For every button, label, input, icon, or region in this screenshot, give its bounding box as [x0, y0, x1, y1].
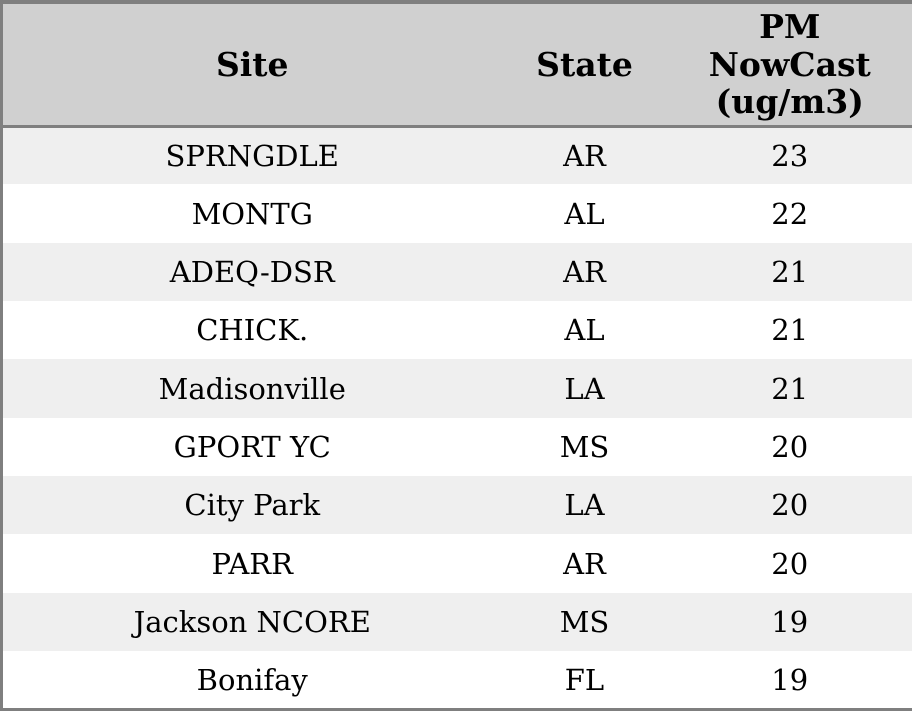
table-row: [2, 359, 912, 417]
cell-pm-nowcast: 19: [771, 662, 809, 697]
cell-state: LA: [564, 371, 605, 406]
cell-pm-nowcast: 23: [771, 138, 809, 173]
col-header-state: [502, 2, 668, 126]
cell-state: AR: [563, 254, 606, 289]
table-header: [2, 2, 912, 126]
cell-state: AR: [563, 546, 606, 581]
cell-site: Madisonville: [158, 371, 346, 406]
table-body: [2, 126, 912, 710]
cell-state: AL: [564, 313, 605, 348]
col-header-pm-nowcast: [668, 2, 912, 126]
col-header-state-label: State: [536, 44, 633, 84]
cell-pm-nowcast: 19: [771, 604, 809, 639]
col-header-site-label: Site: [215, 44, 289, 84]
cell-pm-nowcast: 22: [771, 196, 809, 231]
table-row: [2, 184, 912, 242]
cell-pm-nowcast: 21: [771, 313, 809, 348]
cell-site: ADEQ-DSR: [169, 254, 335, 289]
table-row: [2, 476, 912, 534]
cell-site: Jackson NCORE: [133, 604, 371, 639]
table-row: [2, 301, 912, 359]
cell-state: AL: [564, 196, 605, 231]
cell-site: SPRNGDLE: [165, 138, 339, 173]
cell-pm-nowcast: 21: [771, 254, 809, 289]
header-row: [2, 2, 912, 126]
cell-state: AR: [563, 138, 606, 173]
col-header-pm-nowcast-label: PM NowCast (ug/m3): [708, 7, 871, 121]
table-row: [2, 418, 912, 476]
cell-pm-nowcast: 21: [771, 371, 809, 406]
table-row: [2, 126, 912, 184]
table-row: [2, 243, 912, 301]
table-row: [2, 651, 912, 709]
cell-site: GPORT YC: [173, 429, 331, 464]
cell-site: Bonifay: [196, 662, 308, 697]
cell-site: City Park: [184, 488, 321, 523]
table-row: [2, 534, 912, 592]
cell-state: MS: [559, 429, 610, 464]
cell-state: MS: [559, 604, 610, 639]
col-header-site: [2, 2, 502, 126]
cell-pm-nowcast: 20: [771, 488, 809, 523]
cell-pm-nowcast: 20: [771, 546, 809, 581]
cell-site: CHICK.: [196, 313, 309, 348]
cell-site: PARR: [211, 546, 293, 581]
cell-site: MONTG: [191, 196, 313, 231]
cell-pm-nowcast: 20: [771, 429, 809, 464]
table-row: [2, 593, 912, 651]
cell-state: FL: [564, 662, 605, 697]
cell-state: LA: [564, 488, 605, 523]
